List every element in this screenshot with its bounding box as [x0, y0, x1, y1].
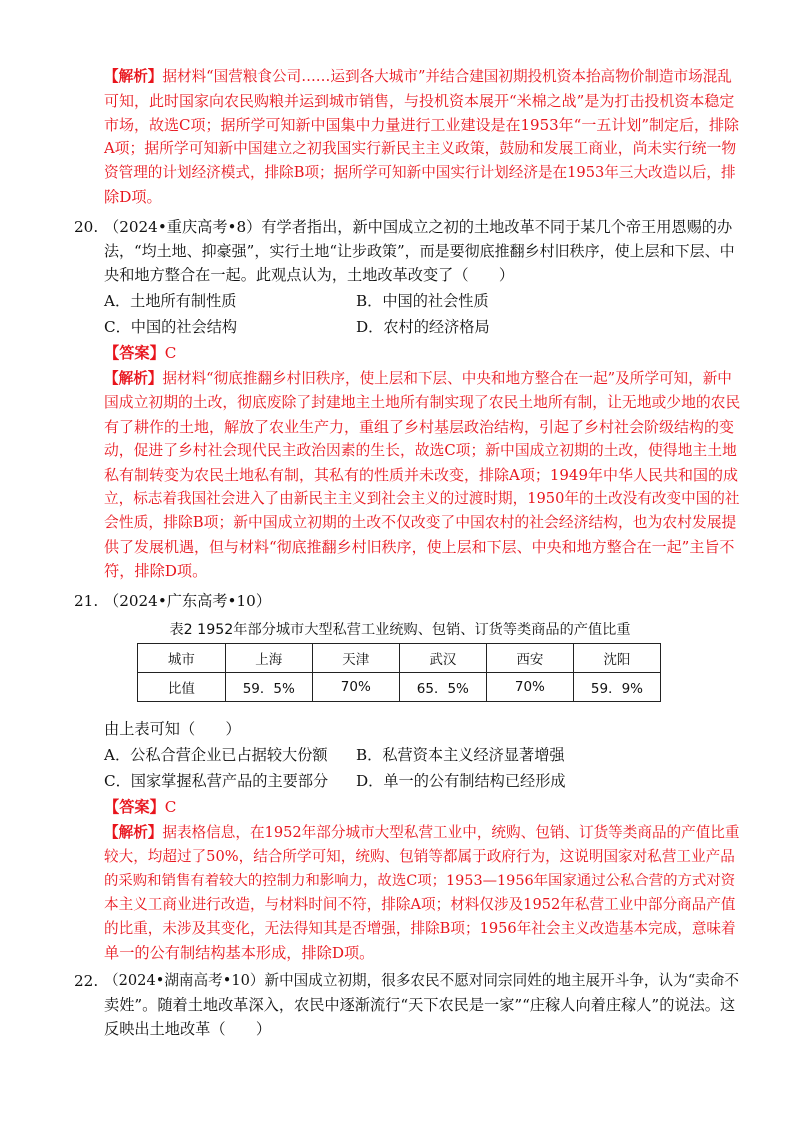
q20-stem-line-3: 央和地方整合在一起。此观点认为，土地改革改变了（ ）: [104, 266, 515, 284]
q19-analysis-line-1: 【解析】据材料“国营粮食公司……运到各大城市”并结合建国初期投机资本抬高物价制造市场混乱: [104, 68, 732, 85]
q20-stem-line-1: （2024•重庆高考•8）有学者指出，新中国成立之初的土地改革不同于某几个帝王用恩赐的办: [104, 218, 733, 236]
q20-analysis-tag: 【解析】: [104, 370, 163, 387]
q20-analysis-line-8: 供了发展机遇，但与材料“彻底推翻乡村旧秩序，使上层和下层、中央和地方整合在一起”主旨不: [104, 538, 735, 556]
q21-option-a: A．公私合营企业已占据较大份额: [104, 746, 328, 764]
q20-analysis-line-3: 有了耕作的土地，解放了农业生产力，重组了乡村基层政治结构，引起了乡村社会阶级结构的变: [104, 418, 735, 436]
q20-analysis-line-1: 【解析】据材料“彻底推翻乡村旧秩序，使上层和下层、中央和地方整合在一起”及所学可知，新中: [104, 370, 732, 387]
q21-analysis-line-5: 的比重，未涉及其变化，无法得知其是否增强，排除B项；1956年社会主义改造基本完成，意味着: [104, 920, 736, 937]
table-header-cell: 上海: [225, 644, 312, 673]
q21-option-d: D．单一的公有制结构已经形成: [356, 772, 566, 790]
q21-option-c: C．国家掌握私营产品的主要部分: [104, 772, 329, 790]
q19-analysis-line-2: 可知，此时国家向农民购粮并运到城市销售，与投机资本展开“米棉之战”是为打击投机资本稳定: [104, 92, 735, 110]
table-caption: 表2 1952年部分城市大型私营工业统购、包销、订货等类商品的产值比重: [169, 622, 631, 638]
q20-analysis-line-7: 会性质，排除B项；新中国成立初期的土改不仅改变了中国农村的社会经济结构，也为农村发展提: [104, 514, 737, 531]
q22-number: 22.: [74, 972, 99, 990]
table-cell: 59．5%: [225, 673, 312, 702]
table-header-cell: 天津: [312, 644, 399, 673]
q20-answer-value: C: [164, 344, 177, 362]
q21-analysis-line-6: 单一的公有制结构基本形成，排除D项。: [104, 944, 375, 962]
table-cell: 比值: [138, 673, 226, 702]
q20-analysis-line-6: 立，标志着我国社会进入了由新民主主义到社会主义的过渡时期，1950年的土改没有改变中国的社: [104, 490, 740, 507]
q22-stem-line-3: 反映出土地改革（ ）: [104, 1020, 272, 1038]
q21-source: （2024•广东高考•10）: [104, 592, 272, 610]
q20-option-c: C．中国的社会结构: [104, 318, 238, 336]
q20-analysis-line-2: 国成立初期的土改，彻底废除了封建地主土地所有制实现了农民土地所有制，让无地或少地的农民: [104, 394, 741, 411]
q21-number: 21.: [74, 592, 99, 610]
q20-answer-tag: 【答案】: [104, 344, 165, 362]
table-row: [138, 673, 661, 702]
q21-answer-value: C: [164, 798, 177, 816]
q20-analysis-line-5: 私有制转变为农民土地私有制，其私有的性质并未改变，排除A项；1949年中华人民共和国的成: [104, 466, 739, 484]
q20-number: 20.: [74, 218, 99, 236]
q21-answer: [104, 796, 176, 818]
table-header-cell: 城市: [138, 644, 226, 673]
table-cell: 59．9%: [573, 673, 660, 702]
table-cell: 70%: [486, 673, 573, 702]
q20-option-a: A．土地所有制性质: [104, 292, 237, 310]
q20-analysis-line-9: 符，排除D项。: [104, 562, 208, 580]
data-table: [137, 643, 661, 702]
q21-analysis-line-3: 的采购和销售有着较大的控制力和影响力，故选C项；1953—1956年国家通过公私合营的方式对资: [104, 873, 736, 889]
q20-option-b: B．中国的社会性质: [356, 292, 489, 310]
q21-analysis-tag: 【解析】: [104, 824, 163, 841]
q19-analysis-tag: 【解析】: [104, 68, 163, 85]
q19-analysis-line-4: A项；据所学可知新中国建立之初我国实行新民主主义政策，鼓励和发展工商业，尚未实行统一物: [104, 140, 737, 157]
q20-analysis-line-4: 动，促进了乡村社会现代民主政治因素的生长，故选C项；新中国成立初期的土改，使得地主土地: [104, 442, 737, 459]
table-cell: 70%: [312, 673, 399, 702]
q22-stem-line-2: 卖姓”。随着土地改革深入，农民中逐渐流行“天下农民是一家”“庄稼人向着庄稼人”的说法。这: [104, 996, 736, 1014]
q21-stem: 由上表可知（ ）: [104, 720, 241, 738]
q20-option-d: D．农村的经济格局: [356, 318, 490, 336]
q21-analysis-line-1: 【解析】据表格信息，在1952年部分城市大型私营工业中，统购、包销、订货等类商品的产值比重: [104, 824, 740, 841]
table-header-cell: 武汉: [399, 644, 486, 673]
q19-analysis-line-5: 资管理的计划经济模式，排除B项；据所学可知新中国实行计划经济是在1953年三大改造以后，排: [104, 164, 736, 181]
q21-analysis-line-4: 本主义工商业进行改造，与材料时间不符，排除A项；材料仅涉及1952年私营工业中部分商品产值: [104, 896, 736, 913]
table-header-row: [138, 644, 661, 673]
q21-analysis-line-2: 较大，均超过了50%，结合所学可知，统购、包销等都属于政府行为，这说明国家对私营工业产品: [104, 848, 735, 865]
table-header-cell: 沈阳: [573, 644, 660, 673]
q20-stem-line-2: 法，“均土地、抑豪强”，实行土地“让步政策”，而是要彻底推翻乡村旧秩序，使上层和下层、中: [104, 242, 735, 260]
q19-analysis-line-3: 市场，故选C项；据所学可知新中国集中力量进行工业建设是在1953年“一五计划”制定后，排除: [104, 116, 739, 134]
table-header-cell: 西安: [486, 644, 573, 673]
q21-answer-tag: 【答案】: [104, 798, 165, 816]
q22-stem-line-1: （2024•湖南高考•10）新中国成立初期，很多农民不愿对同宗同姓的地主展开斗争，认为“卖命不: [104, 972, 739, 989]
table-cell: 65．5%: [399, 673, 486, 702]
q19-analysis-line-6: 除D项。: [104, 188, 162, 206]
q21-option-b: B．私营资本主义经济显著增强: [356, 746, 565, 764]
q20-answer: [104, 342, 176, 364]
